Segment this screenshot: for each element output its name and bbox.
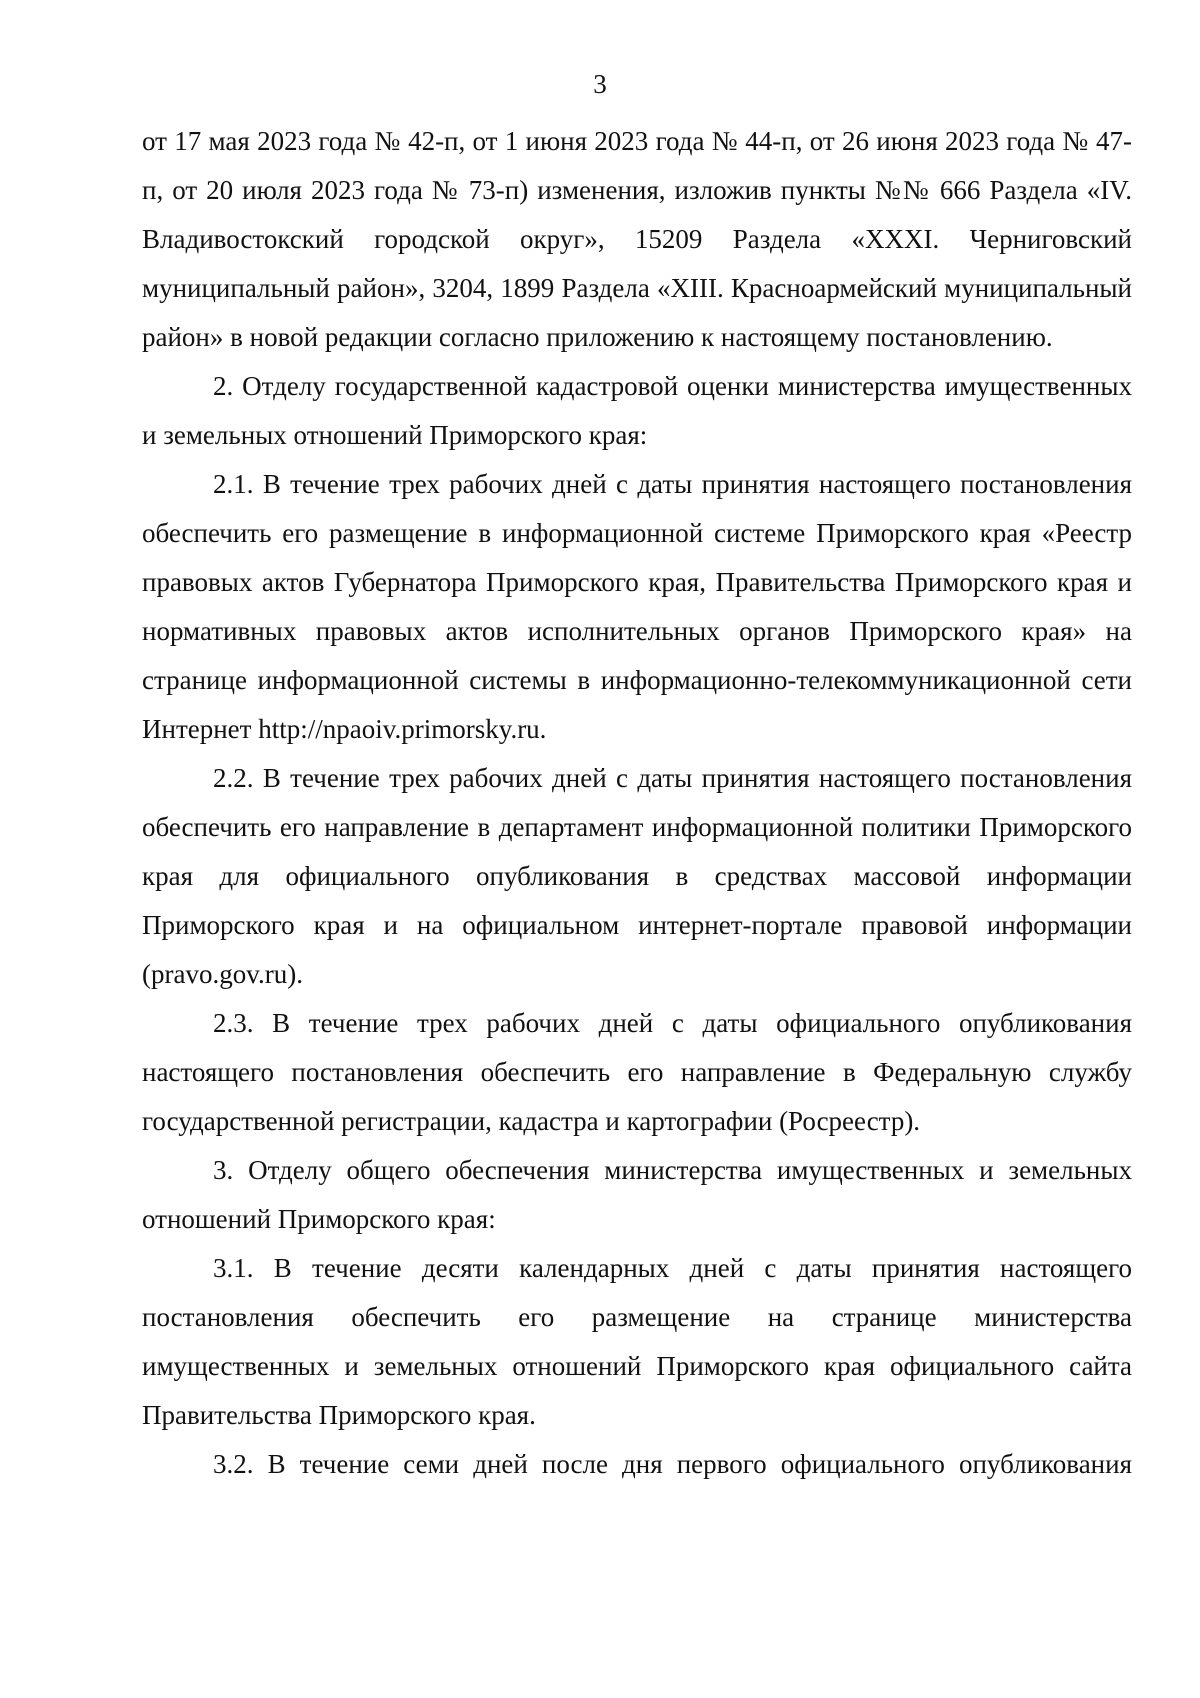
paragraph-item-2: 2. Отделу государственной кадастровой оценки министерства имущественных и земельных отношений Приморского края: <box>142 371 1132 450</box>
page-number: 3 <box>593 69 607 99</box>
document-body <box>142 117 1132 1489</box>
paragraph-item-3-2: 3.2. В течение семи дней после дня первого официального опубликования <box>213 1449 1132 1479</box>
paragraph-item-2-2: 2.2. В течение трех рабочих дней с даты принятия настоящего постановления обеспечить его направление в департамент информационной политики Приморского края для официального опубликования в средствах массовой информации Приморского края и на официальном интернет-портале правовой информации (pravo.gov.ru). <box>142 763 1132 989</box>
paragraph-item-3-1: 3.1. В течение десяти календарных дней с даты принятия настоящего постановления обеспечить его размещение на странице министерства имущественных и земельных отношений Приморского края официального сайта Правительства Приморского края. <box>142 1253 1132 1430</box>
paragraph-continuation: от 17 мая 2023 года № 42-п, от 1 июня 2023 года № 44-п, от 26 июня 2023 года № 47-п, от 20 июля 2023 года № 73-п) изменения, изложив пункты №№ 666 Раздела «IV. Владивостокский городской округ», 15209 Раздела «XXXI. Черниговский муниципальный район», 3204, 1899 Раздела «XIII. Красноармейский муниципальный район» в новой редакции согласно приложению к настоящему постановлению. <box>142 126 1132 352</box>
paragraph-item-2-3: 2.3. В течение трех рабочих дней с даты официального опубликования настоящего постановления обеспечить его направление в Федеральную службу государственной регистрации, кадастра и картографии (Росреестр). <box>142 1008 1132 1136</box>
paragraph-item-3: 3. Отделу общего обеспечения министерства имущественных и земельных отношений Приморского края: <box>142 1155 1132 1234</box>
paragraph-item-2-1: 2.1. В течение трех рабочих дней с даты принятия настоящего постановления обеспечить его размещение в информационной системе Приморского края «Реестр правовых актов Губернатора Приморского края, Правительства Приморского края и нормативных правовых актов исполнительных органов Приморского края» на странице информационной системы в информационно-телекоммуникационной сети Интернет http://npaoiv.primorsky.ru. <box>142 469 1132 744</box>
